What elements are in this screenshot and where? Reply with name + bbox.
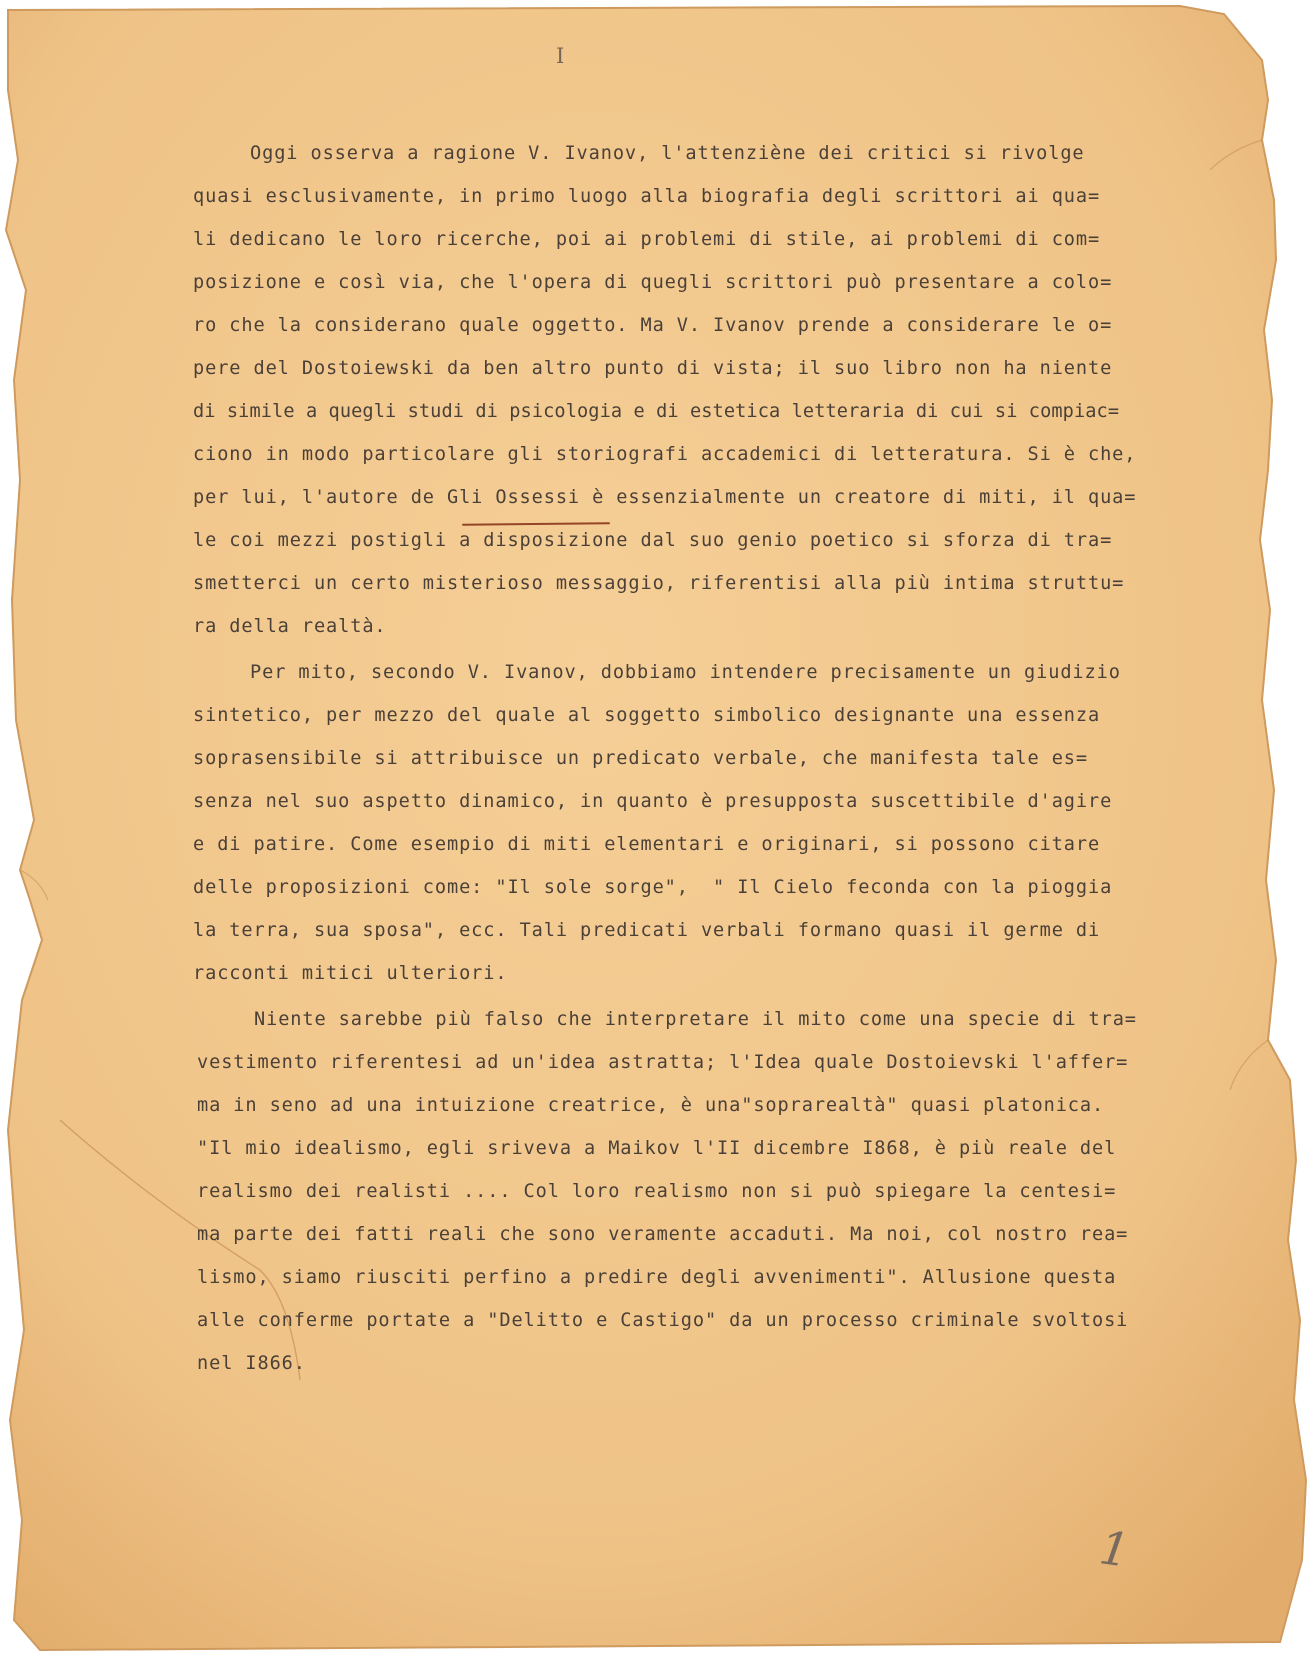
text-line: nel I866. (197, 1353, 306, 1374)
text-line: vestimento riferentesi ad un'idea astratta; l'Idea quale Dostoievski l'affer= (197, 1052, 1129, 1073)
text-line: ra della realtà. (193, 616, 387, 637)
text-line: ma parte dei fatti reali che sono veramente accaduti. Ma noi, col nostro rea= (197, 1224, 1129, 1245)
text-line: la terra, sua sposa", ecc. Tali predicati verbali formano quasi il germe di (193, 920, 1101, 941)
text-line: Per mito, secondo V. Ivanov, dobbiamo intendere precisamente un giudizio (250, 662, 1121, 683)
text-line: le coi mezzi postigli a disposizione dal suo genio poetico si sforza di tra= (193, 530, 1113, 551)
text-line: racconti mitici ulteriori. (193, 963, 508, 984)
text-line: alle conferme portate a "Delitto e Castigo" da un processo criminale svoltosi (197, 1310, 1129, 1331)
handwritten-underline (462, 522, 610, 526)
text-line: delle proposizioni come: "Il sole sorge", " Il Cielo feconda con la pioggia (193, 877, 1113, 898)
text-line: Niente sarebbe più falso che interpretare il mito come una specie di tra= (254, 1009, 1137, 1030)
text-line: ma in seno ad una intuizione creatrice, è una"soprarealtà" quasi platonica. (197, 1095, 1105, 1116)
handwritten-folio-number: 1 (1096, 1520, 1133, 1578)
text-line: li dedicano le loro ricerche, poi ai problemi di stile, ai problemi di com= (193, 229, 1101, 250)
text-line: Oggi osserva a ragione V. Ivanov, l'attenziène dei critici si rivolge (250, 143, 1085, 164)
text-line: pere del Dostoiewski da ben altro punto di vista; il suo libro non ha niente (193, 358, 1113, 379)
page-number: I (556, 44, 565, 68)
text-line: ciono in modo particolare gli storiografi accademici di letteratura. Si è che, (193, 444, 1137, 465)
text-line: quasi esclusivamente, in primo luogo alla biografia degli scrittori ai qua= (193, 186, 1101, 207)
text-line: posizione e così via, che l'opera di quegli scrittori può presentare a colo= (193, 272, 1113, 293)
text-line: smetterci un certo misterioso messaggio, riferentisi alla più intima struttu= (193, 573, 1125, 594)
text-line: di simile a quegli studi di psicologia e di estetica letteraria di cui si compiac= (193, 401, 1120, 422)
text-line: ro che la considerano quale oggetto. Ma V. Ivanov prende a considerare le o= (193, 315, 1113, 336)
text-line: "Il mio idealismo, egli sriveva a Maikov l'II dicembre I868, è più reale del (197, 1138, 1117, 1159)
text-line: per lui, l'autore de Gli Ossessi è essenzialmente un creatore di miti, il qua= (193, 487, 1137, 508)
text-line: realismo dei realisti .... Col loro realismo non si può spiegare la centesi= (197, 1181, 1117, 1202)
text-line: senza nel suo aspetto dinamico, in quanto è presupposta suscettibile d'agire (193, 791, 1113, 812)
text-line: soprasensibile si attribuisce un predicato verbale, che manifesta tale es= (193, 748, 1088, 769)
text-line: sintetico, per mezzo del quale al soggetto simbolico designante una essenza (193, 705, 1101, 726)
text-line: lismo, siamo riusciti perfino a predire degli avvenimenti". Allusione questa (197, 1267, 1117, 1288)
text-line: e di patire. Come esempio di miti elementari e originari, si possono citare (193, 834, 1101, 855)
